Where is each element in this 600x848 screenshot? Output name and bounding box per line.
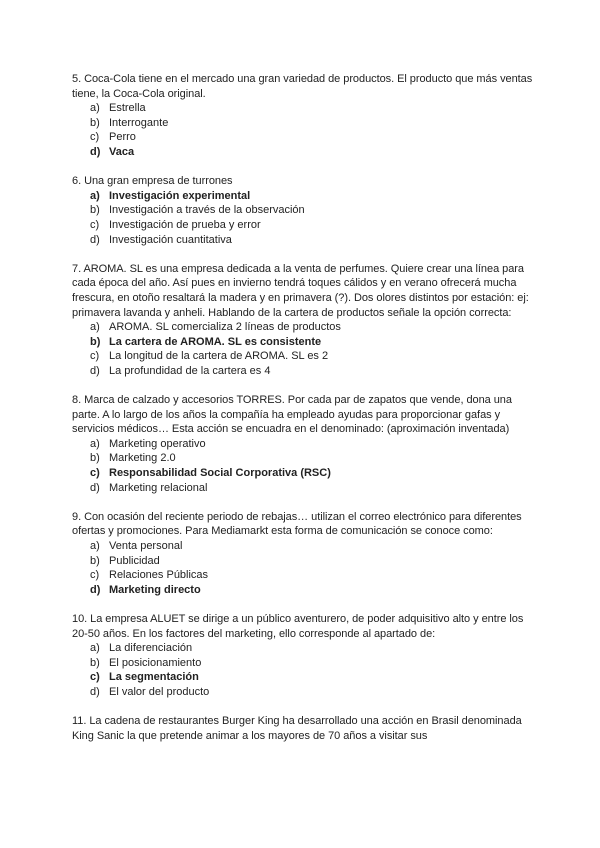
answer-option [72,466,538,481]
option-text: Investigación a través de la observación [109,204,305,217]
option-text: La profundidad de la cartera es 4 [109,364,271,377]
answer-option [72,349,538,364]
document-page [72,72,538,758]
answer-option [72,335,538,350]
option-letter: c) [90,671,100,684]
answer-option [72,481,538,496]
option-text: Marketing operativo [109,437,206,450]
question-stem: 6. Una gran empresa de turrones [72,175,233,188]
question-11 [72,714,538,743]
option-text: Marketing 2.0 [109,452,176,465]
option-letter: a) [90,189,100,202]
question-stem: 9. Con ocasión del reciente periodo de rebajas… utilizan el correo electrónico para diferentes ofertas y promociones. Para Mediamarkt esta forma de comunicación se conoce como: [72,510,522,538]
option-text: Relaciones Públicas [109,569,209,582]
answer-options [72,641,538,699]
question-stem: 10. La empresa ALUET se dirige a un público aventurero, de poder adquisitivo alto y entre los 20-50 años. En los factores del marketing, ello corresponde al apartado de: [72,612,524,640]
question-10 [72,612,538,700]
option-letter: c) [90,350,100,363]
answer-option [72,437,538,452]
option-letter: c) [90,467,100,480]
option-letter: d) [90,233,100,246]
option-letter: d) [90,145,101,158]
option-text: Perro [109,131,136,144]
option-text: Interrogante [109,116,169,129]
answer-option [72,568,538,583]
option-text: Investigación cuantitativa [109,233,232,246]
answer-option [72,539,538,554]
answer-option [72,203,538,218]
answer-option [72,116,538,131]
answer-option [72,320,538,335]
question-9 [72,510,538,598]
option-letter: b) [90,554,100,567]
answer-option [72,641,538,656]
option-text: La cartera de AROMA. SL es consistente [109,335,322,348]
option-text: La segmentación [109,671,199,684]
question-5 [72,72,538,160]
option-letter: a) [90,437,100,450]
option-letter: d) [90,481,100,494]
option-letter: d) [90,364,100,377]
option-letter: b) [90,204,100,217]
question-7 [72,262,538,379]
option-letter: b) [90,335,101,348]
option-text: Publicidad [109,554,160,567]
answer-option [72,233,538,248]
answer-options [72,539,538,597]
answer-options [72,437,538,495]
option-text: Marketing relacional [109,481,208,494]
option-letter: a) [90,321,100,334]
option-letter: c) [90,218,100,231]
option-text: Vaca [109,145,135,158]
option-text: Estrella [109,102,146,115]
question-8 [72,393,538,495]
option-letter: a) [90,642,100,655]
answer-options [72,101,538,159]
option-text: Investigación experimental [109,189,251,202]
option-letter: d) [90,583,101,596]
option-text: El posicionamiento [109,656,202,669]
option-letter: b) [90,656,100,669]
option-text: El valor del producto [109,685,210,698]
question-stem: 7. AROMA. SL es una empresa dedicada a la venta de perfumes. Quiere crear una línea para cada época del año. Así pues en invierno tendrá toques cálidos y en verano ofrecerá mucha frescura, en otoño resaltará la madera y en primavera (?). Dos olores distintos por estación: ej: primavera lavanda y anheli. Hablando de la cartera de productos señale la opción correcta: [72,262,529,319]
question-6 [72,174,538,247]
option-letter: c) [90,569,100,582]
answer-option [72,554,538,569]
answer-option [72,685,538,700]
answer-option [72,656,538,671]
question-stem: 8. Marca de calzado y accesorios TORRES. Por cada par de zapatos que vende, dona una parte. A lo largo de los años la compañía ha empleado ayudas para proporcionar gafas y servicios médicos… Esta acción se encuadra en el denominado: (aproximación inventada) [72,394,512,436]
option-text: AROMA. SL comercializa 2 líneas de productos [109,321,341,334]
option-text: Investigación de prueba y error [109,218,261,231]
option-letter: b) [90,452,100,465]
answer-option [72,451,538,466]
answer-option [72,218,538,233]
answer-option [72,130,538,145]
question-stem: 5. Coca-Cola tiene en el mercado una gran variedad de productos. El producto que más ventas tiene, la Coca-Cola original. [72,73,533,100]
option-text: La longitud de la cartera de AROMA. SL es 2 [109,350,329,363]
answer-options [72,189,538,247]
option-text: Responsabilidad Social Corporativa (RSC) [109,467,331,480]
option-letter: d) [90,685,100,698]
answer-option [72,583,538,598]
option-text: Venta personal [109,540,183,552]
option-letter: a) [90,102,100,115]
answer-option [72,101,538,116]
answer-option [72,670,538,685]
answer-option [72,364,538,379]
option-text: Marketing directo [109,583,201,596]
answer-options [72,320,538,378]
answer-option [72,145,538,160]
option-text: La diferenciación [109,642,193,655]
question-stem: 11. La cadena de restaurantes Burger King ha desarrollado una acción en Brasil denominada King Sanic la que pretende animar a los mayores de 70 años a visitar sus [72,715,522,742]
option-letter: c) [90,131,100,144]
answer-option [72,189,538,204]
option-letter: b) [90,116,100,129]
option-letter: a) [90,540,100,552]
